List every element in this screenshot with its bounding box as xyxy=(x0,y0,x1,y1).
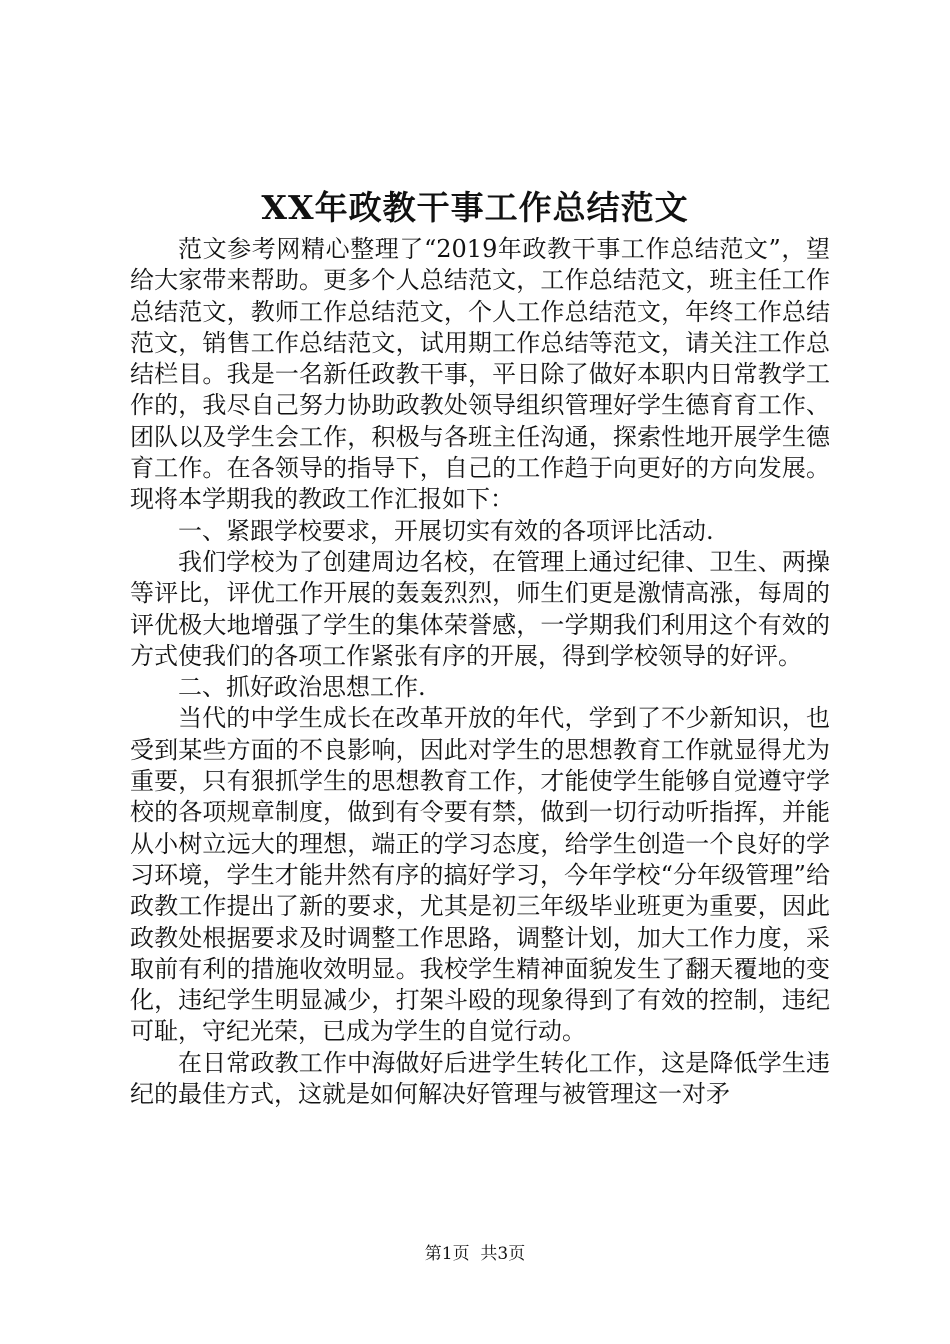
section-heading-1: 一、紧跟学校要求，开展切实有效的各项评比活动. xyxy=(178,516,714,545)
document-title: XX年政教干事工作总结范文 xyxy=(261,188,689,227)
page-footer xyxy=(0,1242,950,1266)
footer-spacer xyxy=(470,1244,481,1264)
section-paragraph-3: 在日常政教工作中海做好后进学生转化工作，这是降低学生违纪的最佳方式，这就是如何解决好管理与被管理这一对矛 xyxy=(130,1048,830,1109)
intro-paragraph: 范文参考网精心整理了“2019年政教干事工作总结范文”，望给大家带来帮助。更多个人总结范文，工作总结范文，班主任工作总结范文，教师工作总结范文，个人工作总结范文，年终工作总结范文，销售工作总结范文，试用期工作总结等范文，请关注工作总结栏目。我是一名新任政教干事，平日除了做好本职内日常教学工作的，我尽自己努力协助政教处领导组织管理好学生德育育工作、团队以及学生会工作，积极与各班主任沟通，探索性地开展学生德育工作。在各领导的指导下，自己的工作趋于向更好的方向发展。现将本学期我的教政工作汇报如下： xyxy=(130,235,830,514)
page-number: 第1页 xyxy=(424,1244,470,1264)
document-body xyxy=(130,234,830,1110)
page-total: 共3页 xyxy=(480,1244,526,1264)
section-paragraph-1: 我们学校为了创建周边名校，在管理上通过纪律、卫生、两操等评比，评优工作开展的轰轰烈烈，师生们更是激情高涨，每周的评优极大地增强了学生的集体荣誉感，一学期我们利用这个有效的方式使我们的各项工作紧张有序的开展，得到学校领导的好评。 xyxy=(130,547,830,670)
section-heading-2: 二、抓好政治思想工作. xyxy=(178,673,426,702)
section-paragraph-2: 当代的中学生成长在改革开放的年代，学到了不少新知识，也受到某些方面的不良影响，因此对学生的思想教育工作就显得尤为重要，只有狠抓学生的思想教育工作，才能使学生能够自觉遵守学校的各项规章制度，做到有令要有禁，做到一切行动听指挥，并能从小树立远大的理想，端正的学习态度，给学生创造一个良好的学习环境，学生才能井然有序的搞好学习，今年学校“分年级管理”给政教工作提出了新的要求，尤其是初三年级毕业班更为重要，因此政教处根据要求及时调整工作思路，调整计划，加大工作力度，采取前有利的措施收效明显。我校学生精神面貌发生了翻天覆地的变化，违纪学生明显减少，打架斗殴的现象得到了有效的控制，违纪可耻，守纪光荣，已成为学生的自觉行动。 xyxy=(130,704,830,1046)
